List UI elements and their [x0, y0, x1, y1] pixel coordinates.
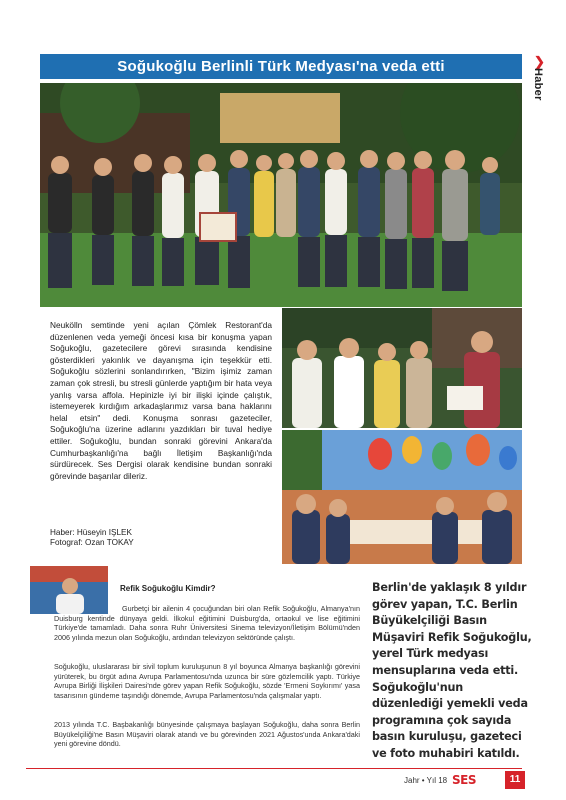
- ses-logo: SES: [452, 773, 476, 787]
- section-tab: [526, 54, 566, 114]
- group-photo: [40, 83, 522, 307]
- page-number: 11: [505, 771, 525, 789]
- footer-rule: [26, 768, 522, 769]
- article-body: Neukölln semtinde yeni açılan Çömlek Restorant'da düzenlenen veda yemeği öncesi kısa bir konuşma yapan Soğukoğlu, gazetecilere görevi sırasında kendisine gösterdikleri yakınlık ve dayanışma için teşekkür etti. Soğukoğlu sözlerini sonlandırırken, "Bizim işimiz zaman zaman çok stresli, bu stresli günlerde yaptığım bir hata veya yanlış varsa affola. Hepinizle iyi bir ilişki içinde çalıştık, istemeyerek kırdığım arkadaşlarımız varsa bana haklarını helal etsin" dedi. Konuşma sonrası gazeteciler, Soğukoğlu'na üzerine adlarını yazdıkları bir tuval hediye ettiler. Soğukoğlu, bundan sonraki görevini Ankara'da Cumhurbaşkanlığı'na bağlı İletişim Başkanlığı'nda sürdürecek. Ses Dergisi olarak kendisine bundan sonraki görevinde başarılar dileriz.: [50, 320, 272, 481]
- bio-title: Refik Soğukoğlu Kimdir?: [120, 584, 216, 593]
- speech-photo: [282, 308, 522, 428]
- pull-quote: Berlin'de yaklaşık 8 yıldır görev yapan, T.C. Berlin Büyükelçiliği Basın Müşaviri Refik Soğukoğlu, yerel Türk medyası mensuplarına veda etti. Soğukoğlu'nun düzenlediği yemekli veda programına çok sayıda basın kuruluşu, gazeteci ve foto muhabiri katıldı.: [372, 581, 532, 760]
- photo-credit: Fotograf: Ozan TOKAY: [50, 538, 134, 548]
- chevron-right-icon: ❯: [534, 54, 545, 69]
- byline: [50, 528, 134, 549]
- section-label: Haber: [532, 68, 544, 101]
- bio-paragraph-2: Soğukoğlu, uluslararası bir sivil toplum kuruluşunun 8 yıl boyunca Almanya başkanlığı görevini yürüterek, bu örgüt adına Avrupa Parlamentosu'nda uzunca bir süre gözlemcilik yaptı. Türkiye Avrupa Birliği İlişkileri Dairesi'nde görev yapan Refik Soğukoğlu, sözde 'Ermeni Soykırımı' yasa tasarısının gündeme taşındığı dönemde, Avrupa Parlamentosu'nda çalışmalar yaptı.: [54, 662, 360, 700]
- bio-paragraph-3: 2013 yılında T.C. Başbakanlığı bünyesinde çalışmaya başlayan Soğukoğlu, daha sonra Berlin Büyükelçiliği'ne Basın Müşaviri olarak atandı ve bu görevinden 2021 Ağustos'unda Ankara'daki yeni görevine döndü.: [54, 720, 360, 749]
- bio-paragraph-1: Gurbetçi bir ailenin 4 çocuğundan biri olan Refik Soğukoğlu, Almanya'nın Duisburg kentinde dünyaya geldi. İlkokul eğitimini Duisburg'da, ortaokul ve lise eğitimini Türkiye'de tamamladı. Daha sonra Ruhr Üniversitesi Sinema televizyon/İletişim Bölümü'nden 2006 yılında mezun olan Soğukoğlu, ardından televizyon sektöründe çalıştı.: [54, 604, 360, 642]
- dinner-photo: [282, 430, 522, 564]
- article-headline: Soğukoğlu Berlinli Türk Medyası'na veda etti: [40, 54, 522, 79]
- news-credit: Haber: Hüseyin IŞLEK: [50, 528, 132, 537]
- footer-issue: Jahr • Yıl 18: [404, 776, 448, 785]
